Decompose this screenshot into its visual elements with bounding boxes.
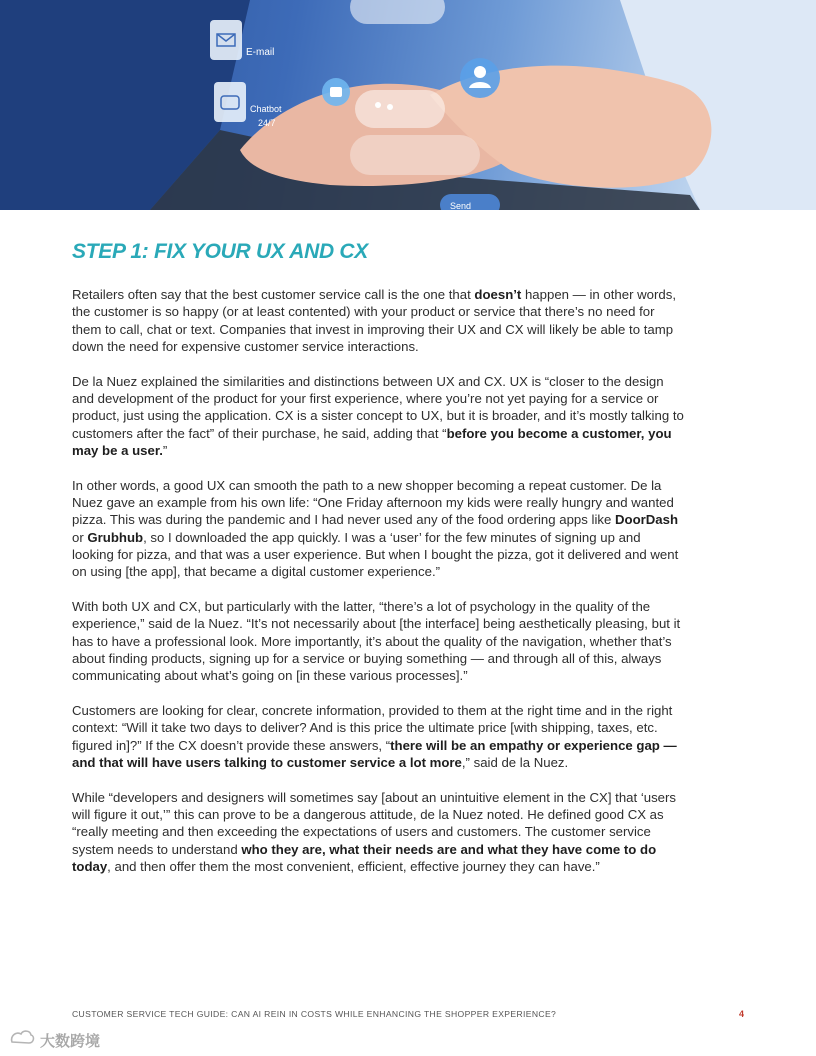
footer-title: CUSTOMER SERVICE TECH GUIDE: CAN AI REIN IN COSTS WHILE ENHANCING THE SHOPPER EXPERIENCE? [72,1009,557,1019]
watermark [8,1028,101,1050]
send-label: Send [450,201,472,210]
text-run: , and then offer them the most convenient, efficient, effective journey they can have.” [107,859,600,875]
paragraph [72,789,686,876]
bot-icon [322,78,350,106]
text-run: ” [162,443,168,459]
bold-text: doesn’t [474,287,522,302]
bold-text: there will be an empathy or experience gap — and that will have users talking to customer service a lot more [72,737,677,771]
chatbot-label: Chatbot [250,104,282,114]
chatbot-icon [214,82,246,122]
text-run: ,” said de la Nuez. [461,755,569,771]
section-heading: STEP 1: FIX YOUR UX AND CX [72,240,368,263]
hero-illustration [0,0,816,210]
chatbot-hours: 24/7 [258,118,276,128]
paragraph [72,702,686,771]
text-run: While “developers and designers will sometimes say [about an unintuitive element in the CX] that ‘users will figure it out,’” this can prove to be a dangerous attitude, de la Nuez noted. He defined good CX as “really meeting and then exceeding the expectations of users and customers. The customer service system needs to understand [72,789,676,857]
bold-text: Grubhub [87,529,144,545]
text-run: Customers are looking for clear, concrete information, provided to them at the right time and in the right context: “Will it take two days to deliver? And is this price the ultimate price [with shipping, taxes, etc. figured in]?” If the CX doesn’t provide these answers, “ [72,703,673,753]
typing-dot [375,102,381,108]
bold-text: who they are, what their needs are and what they have come to do today [72,841,657,875]
user-icon [460,58,500,98]
bold-text: before you become a customer, you may be a user. [72,425,672,459]
watermark-text: 大数跨境 [40,1033,101,1050]
typing-dot [387,104,393,110]
text-run: , so I downloaded the app quickly. I was a ‘user’ for the few minutes of signing up and looking for pizza, and that was a user experience. But when I bought the pizza, got it delivered and went on using [the app], that became a digital customer experience.” [72,529,679,580]
page-footer [72,1009,744,1023]
email-icon [210,20,242,60]
page-number: 4 [738,1009,744,1019]
text-run: Retailers often say that the best customer service call is the one that [72,287,475,302]
paragraph [72,286,686,355]
watermark-logo-icon [8,1028,36,1048]
bubble-shape [350,0,445,24]
text-run: or [72,529,88,545]
bubble-shape [355,90,445,128]
paragraph [72,373,686,460]
text-run: With both UX and CX, but particularly with the latter, “there’s a lot of psychology in the quality of the experience,” said de la Nuez. “It’s not necessarily about [the interface] being aesthetically pleasing, but it has to have a professional look. More importantly, it’s about the quality of the navigation, whether that’s about finding products, signing up for a service or buying something — and through all of this, always communicating about what’s going on [in these various processes].” [72,599,681,684]
paragraph [72,477,686,581]
text-run: De la Nuez explained the similarities and distinctions between UX and CX. UX is “closer to the design and development of the product for your first experience, where you’re not yet paying for a service or product, just using the application. CX is a sister concept to UX, but it is broader, and it’s mostly talking to customers after the fact” of their purchase, he said, adding that “ [72,373,684,441]
text-run: happen — in other words, the customer is so happy (or at least contented) with your product or service that there’s no need for them to call, chat or text. Companies that invest in improving their UX and CX will likely be able to tamp down the need for expensive customer service interactions. [72,287,676,355]
article-body [72,286,686,893]
email-label: E-mail [246,47,275,58]
bubble-shape [350,135,480,175]
text-run: In other words, a good UX can smooth the path to a new shopper becoming a repeat customer. De la Nuez gave an example from his own life: “One Friday afternoon my kids were really hungry and wanted pizza. This was during the pandemic and I had never used any of the food ordering apps like [72,477,674,528]
paragraph [72,598,686,685]
bold-text: DoorDash [614,512,678,528]
hero-image [0,0,816,210]
